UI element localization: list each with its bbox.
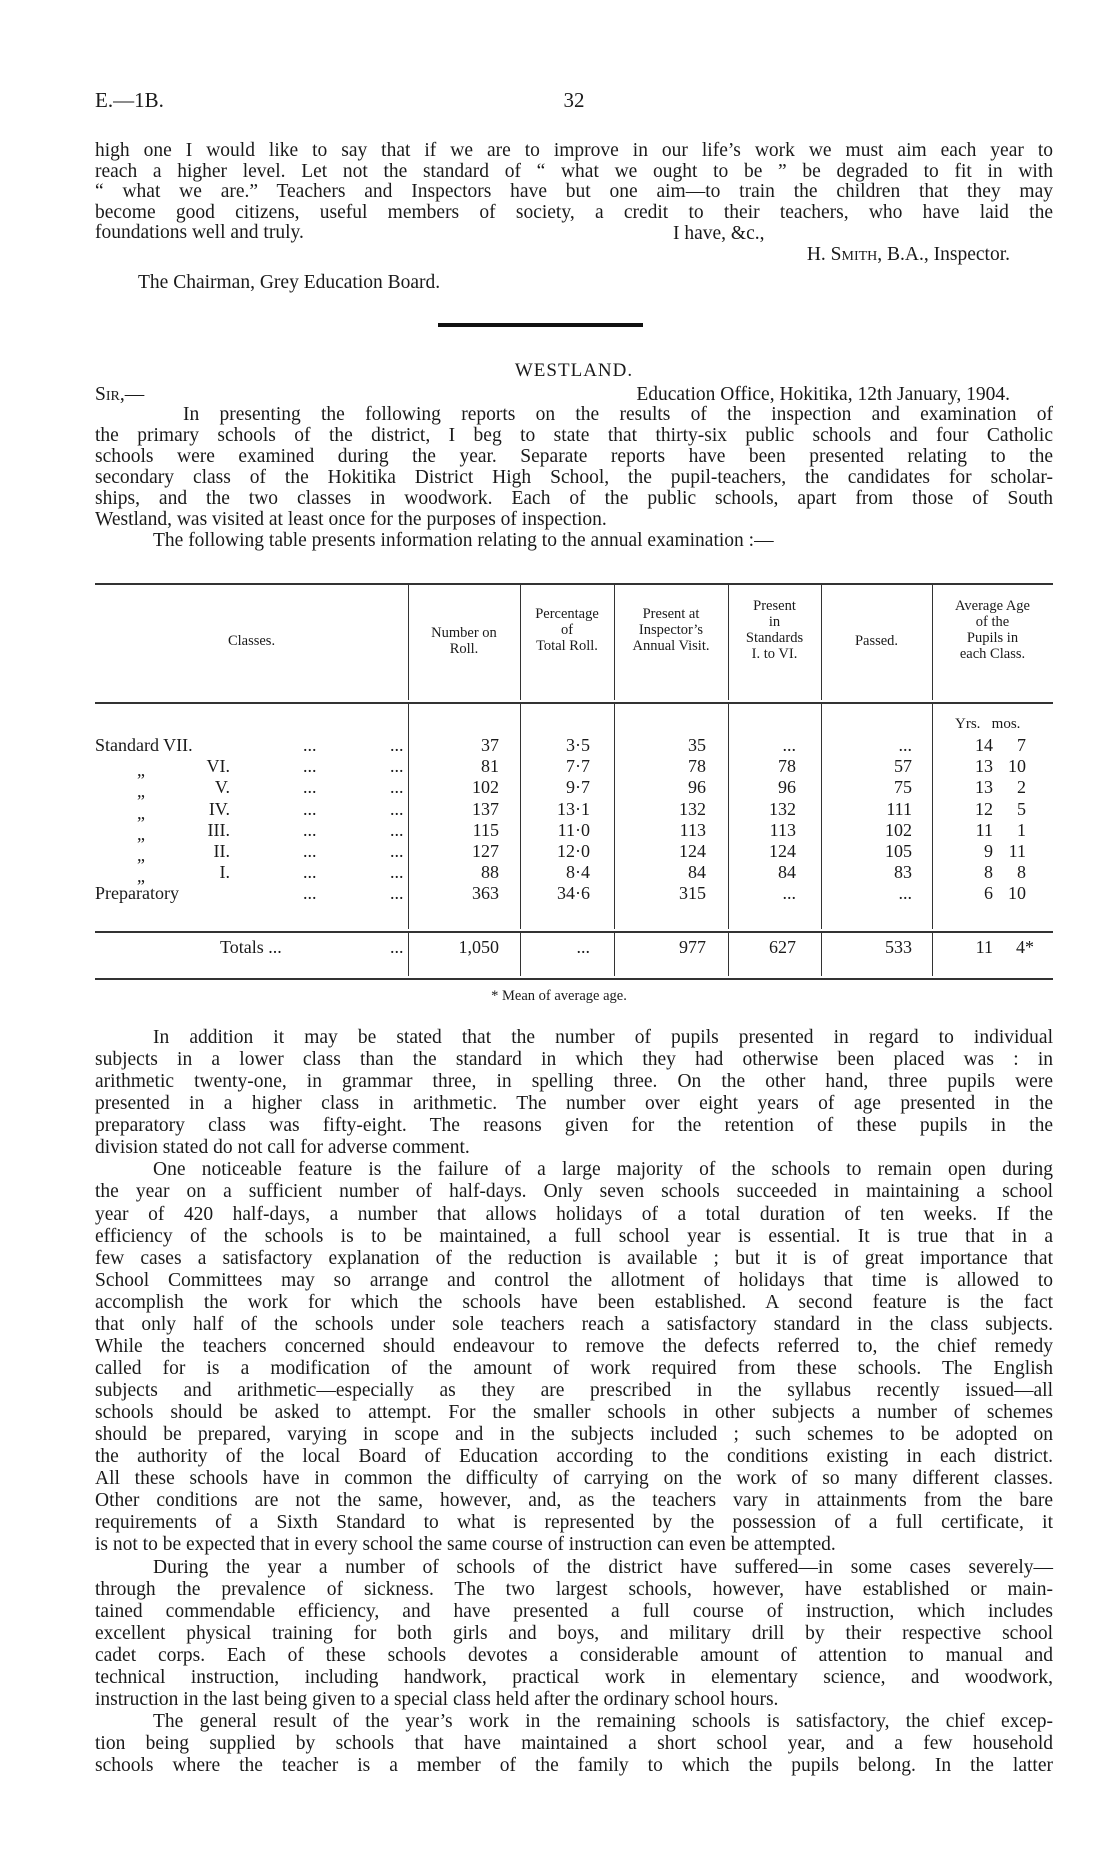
text-line: is not to be expected that in every school the same course of instruction can even be attempted. [95, 1534, 836, 1556]
text-line: presented in a higher class in arithmetic. The number over eight years of age presented in the [95, 1093, 1053, 1115]
text-line: subjects in a lower class than the standard in which they had otherwise been placed was : in [95, 1049, 1053, 1071]
text-line: schools where the teacher is a member of the family to which the pupils belong. In the latter [95, 1755, 1053, 1777]
row-label: IV. [208, 798, 230, 819]
table-bottom-rule [95, 978, 1053, 980]
leader-dots: ... [390, 937, 404, 957]
row-label: I. [219, 862, 230, 883]
cell-pct: 9·7 [566, 777, 590, 798]
column-header: Passed. [854, 633, 899, 649]
signature-title: , B.A., Inspector. [877, 244, 1010, 265]
leader-dots: ... [390, 777, 404, 798]
text-line: the year on a sufficient number of half-days. Only seven schools succeeded in maintaining a school [95, 1181, 1053, 1203]
text-line: secondary class of the Hokitika District High School, the pupil-teachers, the candidates for scholar- [95, 467, 1053, 488]
closing-phrase: I have, &c., [673, 223, 765, 244]
table-totals-rule [95, 931, 1053, 933]
text-line: efficiency of the schools is to be maintained, a full school year is essential. It is true that in a [95, 1225, 1053, 1247]
cell-yrs: 12 [975, 798, 993, 819]
text-line: School Committees may so arrange and control the allotment of holidays that time is allowed to [95, 1269, 1053, 1291]
text-line: “ what we are.” Teachers and Inspectors have but one aim—to train the children that they may [95, 181, 1053, 202]
text-line: high one I would like to say that if we are to improve in our life’s work we must aim each year to [95, 140, 1053, 161]
leader-dots: ... [303, 841, 317, 861]
report-body [95, 1027, 1053, 1777]
text-line: the primary schools of the district, I beg to state that thirty-six public schools and four Catholic [95, 425, 1053, 446]
row-label: V. [214, 777, 230, 798]
column-header: Percentage of Total Roll. [535, 606, 599, 654]
cell-mos: 10 [1008, 883, 1026, 904]
table-footnote: * Mean of average age. [491, 988, 627, 1004]
paragraph [95, 1159, 1053, 1556]
total-yrs: 11 [975, 937, 993, 957]
column-header: Number on Roll. [431, 625, 497, 657]
cell-stds: ... [782, 883, 796, 904]
text-line: year of 420 half-days, a number that allows holidays of a total duration of ten weeks. If the [95, 1203, 1053, 1225]
cell-present: 132 [679, 798, 706, 819]
text-line: All these schools have in common the difficulty of carrying on the work of so many different classes. [95, 1468, 1053, 1490]
row-label: Standard VII. [95, 735, 193, 755]
text-line: In addition it may be stated that the number of pupils presented in regard to individual [153, 1027, 1053, 1048]
cell-present: 84 [688, 862, 706, 883]
total-pct: ... [576, 937, 590, 957]
westland-intro-paragraph [95, 404, 1053, 530]
cell-yrs: 13 [975, 756, 993, 777]
document-reference: E.—1B. [95, 88, 164, 112]
text-line: tion being supplied by schools that have maintained a short school year, and a few household [95, 1733, 1053, 1754]
age-units-label: Yrs. mos. [955, 716, 1021, 732]
page-number: 32 [563, 88, 585, 112]
cell-mos: 1 [1017, 819, 1026, 840]
total-stds: 627 [769, 937, 796, 957]
leader-dots: ... [303, 798, 317, 819]
paragraph [95, 1557, 1053, 1711]
text-line: Other conditions are not the same, however, and, as the teachers vary in attainments from the bare [95, 1490, 1053, 1512]
paragraph [95, 1027, 1053, 1159]
table-top-rule [95, 583, 1053, 585]
text-line: While the teachers concerned should endeavour to remove the defects referred to, the chief remedy [95, 1335, 1053, 1357]
column-rule [932, 704, 933, 929]
ditto-mark: „ [137, 866, 145, 887]
leader-dots: ... [303, 735, 317, 755]
leader-dots: ... [390, 798, 404, 819]
table-intro: The following table presents information relating to the annual examination :— [153, 530, 774, 551]
text-line: called for is a modification of the amount of work required from these schools. The English [95, 1357, 1053, 1379]
cell-stds: 132 [769, 798, 796, 819]
cell-passed: ... [898, 883, 912, 904]
cell-roll: 363 [472, 883, 499, 904]
ditto-mark: „ [137, 781, 145, 802]
ditto-mark: „ [137, 845, 145, 865]
cell-pct: 11·0 [557, 819, 590, 840]
cell-roll: 102 [472, 777, 499, 798]
ditto-mark: „ [137, 802, 145, 823]
leader-dots: ... [390, 756, 404, 777]
cell-present: 113 [679, 819, 706, 840]
cell-pct: 13·1 [557, 798, 590, 819]
text-line: few cases a satisfactory explanation of the reduction is available ; but it is of great importance that [95, 1247, 1053, 1269]
text-line: the authority of the local Board of Education according to the conditions existing in each district. [95, 1446, 1053, 1468]
section-divider [438, 323, 643, 327]
totals-label: Totals ... [220, 937, 282, 957]
text-line: The general result of the year’s work in the remaining schools is satisfactory, the chief excep- [153, 1710, 1053, 1732]
paragraph [95, 1711, 1053, 1777]
text-line: accomplish the work for which the schools have been established. A second feature is the fact [95, 1291, 1053, 1313]
cell-mos: 5 [1017, 798, 1026, 819]
total-roll: 1,050 [458, 937, 499, 957]
ditto-mark: „ [137, 823, 145, 844]
addressee: The Chairman, Grey Education Board. [138, 272, 441, 293]
text-line: reach a higher level. Let not the standard of “ what we ought to be ” be degraded to fit in with [95, 160, 1053, 182]
cell-yrs: 14 [975, 735, 993, 755]
cell-pct: 12·0 [557, 841, 590, 861]
leader-dots: ... [303, 883, 317, 904]
cell-yrs: 11 [975, 819, 993, 840]
text-line: through the prevalence of sickness. The two largest schools, however, have established or main- [95, 1578, 1053, 1600]
cell-yrs: 13 [975, 777, 993, 798]
text-line: that only half of the schools under sole teachers reach a satisfactory standard in the class subjects. [95, 1313, 1053, 1335]
text-line: preparatory class was fifty-eight. The reasons given for the retention of these pupils in the [95, 1115, 1053, 1137]
cell-mos: 11 [1008, 841, 1026, 861]
row-label: VI. [206, 756, 230, 777]
cell-present: 124 [679, 841, 706, 861]
cell-passed: 105 [885, 841, 912, 861]
cell-yrs: 8 [984, 862, 993, 883]
cell-present: 35 [688, 735, 706, 755]
leader-dots: ... [303, 777, 317, 798]
cell-roll: 137 [472, 798, 499, 819]
column-rule [932, 933, 933, 976]
text-line: foundations well and truly. [95, 222, 304, 243]
text-line: arithmetic twenty-one, in grammar three, in spelling three. On the other hand, three pupils were [95, 1071, 1053, 1093]
text-line: cadet corps. Each of these schools devotes a considerable amount of attention to manual and [95, 1644, 1053, 1666]
cell-mos: 2 [1017, 777, 1026, 798]
signature-name: Smith [830, 244, 878, 265]
cell-passed: 111 [886, 798, 912, 819]
column-header: Present at Inspector’s Annual Visit. [632, 606, 710, 654]
cell-roll: 81 [481, 756, 499, 777]
cell-stds: 96 [778, 777, 796, 798]
column-header: Classes. [227, 633, 276, 649]
row-label: II. [213, 841, 230, 861]
cell-yrs: 9 [984, 841, 993, 861]
cell-present: 96 [688, 777, 706, 798]
dateline: Education Office, Hokitika, 12th January, 1904. [636, 384, 1010, 405]
column-rule [614, 933, 615, 976]
total-present: 977 [679, 937, 706, 957]
salutation: Sir,— [95, 384, 145, 405]
cell-pct: 34·6 [557, 883, 590, 904]
text-line: One noticeable feature is the failure of a large majority of the schools to remain open during [153, 1159, 1053, 1181]
cell-pct: 3·5 [566, 735, 590, 755]
leader-dots: ... [390, 883, 404, 904]
text-line: schools were examined during the year. Separate reports have been presented relating to the [95, 446, 1053, 467]
cell-roll: 88 [481, 862, 499, 883]
leader-dots: ... [303, 819, 317, 840]
cell-stds: 84 [778, 862, 796, 883]
text-line: tained commendable efficiency, and have presented a full course of instruction, which includes [95, 1600, 1053, 1622]
text-line: excellent physical training for both girls and boys, and military drill by their respective school [95, 1622, 1053, 1644]
text-line: During the year a number of schools of the district have suffered—in some cases severely— [153, 1556, 1053, 1578]
leader-dots: ... [390, 862, 404, 883]
cell-stds: 78 [778, 756, 796, 777]
closing-paragraph [95, 141, 1053, 244]
row-label: III. [207, 819, 230, 840]
leader-dots: ... [390, 841, 404, 861]
text-line: become good citizens, useful members of society, a credit to their teachers, who have laid the [95, 201, 1053, 223]
cell-mos: 7 [1017, 735, 1026, 755]
cell-roll: 127 [472, 841, 499, 861]
text-line: schools should be asked to attempt. For the smaller schools in other subjects a number of schemes [95, 1402, 1053, 1424]
cell-stds: 113 [769, 819, 796, 840]
table-header-rule [95, 702, 1053, 704]
section-title: WESTLAND. [514, 360, 634, 381]
text-line: division stated do not call for adverse comment. [95, 1137, 470, 1159]
leader-dots: ... [390, 819, 404, 840]
leader-dots: ... [390, 735, 404, 755]
signature-initial: H. [806, 244, 831, 265]
column-header: Present in Standards I. to VI. [745, 598, 804, 662]
cell-pct: 8·4 [566, 862, 590, 883]
ditto-mark: „ [137, 760, 145, 781]
cell-roll: 115 [472, 819, 499, 840]
text-line: In presenting the following reports on the results of the inspection and examination of [183, 404, 1053, 425]
column-rule [614, 704, 615, 929]
text-line: should be prepared, varying in scope and in the subjects included ; such schemes to be adopted on [95, 1424, 1053, 1446]
column-header: Average Age of the Pupils in each Class. [954, 598, 1030, 662]
signature [700, 244, 1010, 266]
cell-passed: 57 [894, 756, 912, 777]
total-mos: 4* [1016, 937, 1034, 957]
cell-present: 315 [679, 883, 706, 904]
text-line: subjects and arithmetic—especially as they are prescribed in the syllabus recently issued—all [95, 1380, 1053, 1401]
text-line: technical instruction, including handwork, practical work in elementary science, and woodwork, [95, 1666, 1053, 1688]
cell-passed: 102 [885, 819, 912, 840]
cell-stds: ... [782, 735, 796, 755]
cell-roll: 37 [481, 735, 499, 755]
cell-present: 78 [688, 756, 706, 777]
cell-passed: 75 [894, 777, 912, 798]
leader-dots: ... [303, 756, 317, 777]
cell-mos: 8 [1017, 862, 1026, 883]
leader-dots: ... [303, 862, 317, 883]
text-line: Westland, was visited at least once for the purposes of inspection. [95, 509, 607, 530]
text-line: requirements of a Sixth Standard to what is represented by the possession of a full certificate, it [95, 1512, 1053, 1534]
cell-passed: ... [898, 735, 912, 755]
total-passed: 533 [885, 937, 912, 957]
cell-passed: 83 [894, 862, 912, 883]
cell-yrs: 6 [984, 883, 993, 904]
cell-mos: 10 [1008, 756, 1026, 777]
text-line: ships, and the two classes in woodwork. Each of the public schools, apart from those of South [95, 488, 1053, 509]
text-line: instruction in the last being given to a special class held after the ordinary school hours. [95, 1688, 779, 1710]
row-label: Preparatory [95, 883, 179, 904]
cell-pct: 7·7 [566, 756, 590, 777]
cell-stds: 124 [769, 841, 796, 861]
